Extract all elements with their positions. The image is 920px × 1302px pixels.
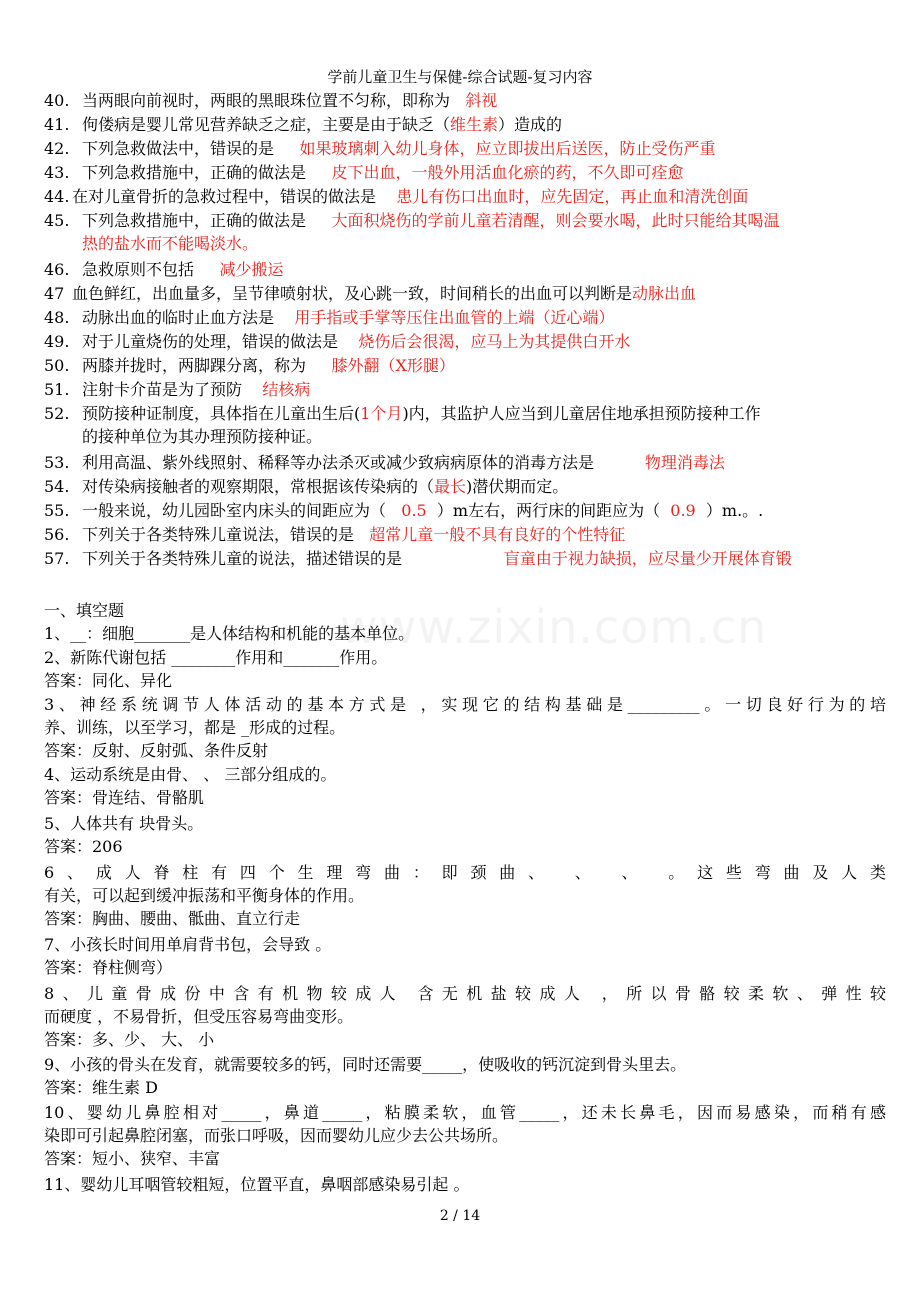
question-56 (44, 523, 886, 546)
question-number: 46. (44, 260, 70, 279)
section-title: 一、填空题 (44, 601, 125, 620)
question-text: 在对儿童骨折的急救过程中，错误的做法是 (72, 187, 377, 206)
fill-answer: 答案：206 (44, 837, 123, 856)
question-number: 57. (44, 549, 70, 568)
question-text: 下列急救措施中，正确的做法是 (82, 163, 307, 182)
answer-text: 维生素 (450, 115, 499, 134)
answer-text: 盲童由于视力缺损，应尽量少开展体育锻 (503, 549, 792, 568)
answer-text: 皮下出血，一般外用活血化瘀的药，不久即可痊愈 (331, 163, 684, 182)
question-46 (44, 258, 886, 281)
question-number: 41. (44, 115, 70, 134)
fill-question: 10、婴幼儿鼻腔相对_____，鼻道_____，粘膜柔软，血管_____，还未长鼻毛，因而易感染，而稍有感 (44, 1103, 886, 1122)
fill-item-11 (44, 1173, 886, 1196)
question-text-tail: ）造成的 (498, 115, 563, 134)
fill-item-7 (44, 933, 886, 979)
question-57 (44, 547, 886, 570)
question-44 (44, 185, 886, 208)
question-number: 40. (44, 91, 70, 110)
fill-question-continued: 养、训练，以至学习，都是 _形成的过程。 (44, 718, 346, 737)
question-text-tail: )内，其监护人应当到儿童居住地承担预防接种工作 (402, 404, 761, 423)
question-text-continued: 的接种单位为其办理预防接种证。 (82, 427, 323, 446)
answer-text: 患儿有伤口出血时，应先固定，再止血和清洗创面 (396, 187, 749, 206)
answer-text: 烧伤后会很渴，应马上为其提供白开水 (358, 332, 631, 351)
question-text: 当两眼向前视时，两眼的黑眼珠位置不匀称，即称为 (82, 91, 451, 110)
page-number: 2 / 14 (439, 1208, 481, 1224)
question-50 (44, 354, 886, 377)
answer-text: 斜视 (465, 91, 498, 110)
fill-item-1 (44, 622, 886, 645)
fill-item-3 (44, 693, 886, 762)
question-48 (44, 306, 886, 329)
answer-text: 超常儿童一般不具有良好的个性特征 (369, 525, 626, 544)
question-text: 预防接种证制度，具体指在儿童出生后( (82, 404, 361, 423)
fill-item-2 (44, 646, 886, 692)
question-54 (44, 475, 886, 498)
question-text: 注射卡介苗是为了预防 (82, 380, 243, 399)
question-text: 两膝并拢时，两脚踝分离，称为 (82, 356, 307, 375)
question-text-tail: )潜伏期而定。 (466, 477, 569, 496)
question-55 (44, 499, 886, 522)
question-text: 佝偻病是婴儿常见营养缺乏之症，主要是由于缺乏（ (82, 115, 451, 134)
fill-item-10 (44, 1101, 886, 1170)
question-number: 55. (44, 501, 70, 520)
answer-text-continued: 热的盐水而不能喝淡水。 (82, 234, 259, 253)
fill-question-continued: 染即可引起鼻腔闭塞，而张口呼吸，因而婴幼儿应少去公共场所。 (44, 1126, 509, 1145)
question-text: 对传染病接触者的观察期限，常根据该传染病的（ (82, 477, 435, 496)
question-text: 急救原则不包括 (82, 260, 195, 279)
answer-text: 最长 (434, 477, 467, 496)
question-number: 54. (44, 477, 70, 496)
fill-item-6 (44, 861, 886, 930)
fill-question: 3、神经系统调节人体活动的基本方式是 ，实现它的结构基础是_________。一切良好行为的培 (44, 695, 886, 714)
question-text-tail: ）m.。. (705, 501, 764, 520)
question-text-middle: ）m左右，两行床的间距应为（ (436, 501, 661, 520)
page-header: 学前儿童卫生与保健-综合试题-复习内容 (327, 68, 593, 86)
question-43 (44, 161, 886, 184)
answer-text: 膝外翻（X形腿） (331, 356, 455, 375)
answer-text: 用手指或手掌等压住出血管的上端（近心端） (294, 308, 615, 327)
answer-text: 减少搬运 (219, 260, 284, 279)
question-number: 42. (44, 139, 70, 158)
question-text: 下列关于各类特殊儿童的说法，描述错误的是 (82, 549, 403, 568)
fill-answer: 答案：胸曲、腰曲、骶曲、直立行走 (44, 909, 301, 928)
question-number: 44. (44, 187, 70, 206)
question-text: 动脉出血的临时止血方法是 (82, 308, 275, 327)
question-number: 56. (44, 525, 70, 544)
question-text: 对于儿童烧伤的处理，错误的做法是 (82, 332, 339, 351)
answer-text: 0.5 (401, 501, 427, 520)
fill-answer: 答案：同化、异化 (44, 671, 173, 690)
question-text: 利用高温、紫外线照射、稀释等办法杀灭或减少致病病原体的消毒方法是 (82, 453, 595, 472)
question-text: 一般来说，幼儿园卧室内床头的间距应为（ (82, 501, 387, 520)
question-41 (44, 113, 886, 136)
fill-question: 7、小孩长时间用单肩背书包，会导致 。 (44, 935, 332, 954)
fill-question: 4、运动系统是由骨、 、 三部分组成的。 (44, 765, 337, 784)
fill-answer: 答案：骨连结、骨骼肌 (44, 788, 205, 807)
fill-question: 8、儿童骨成份中含有机物较成人 含无机盐较成人 ，所以骨骼较柔软、弹性较 (44, 984, 886, 1003)
fill-item-4 (44, 763, 886, 809)
question-number: 47 (44, 284, 65, 303)
answer-text: 物理消毒法 (644, 453, 725, 472)
question-53 (44, 451, 886, 474)
fill-answer: 答案：维生素 D (44, 1078, 158, 1097)
answer-text: 动脉出血 (632, 284, 697, 303)
fill-answer: 答案：短小、狭窄、丰富 (44, 1149, 221, 1168)
question-text: 血色鲜红，出血量多，呈节律喷射状，及心跳一致，时间稍长的出血可以判断是 (72, 284, 633, 303)
question-42 (44, 137, 886, 160)
answer-text-2: 0.9 (670, 501, 696, 520)
question-52 (44, 402, 886, 448)
question-number: 50. (44, 356, 70, 375)
fill-item-9 (44, 1053, 886, 1099)
fill-question-continued: 有关，可以起到缓冲振荡和平衡身体的作用。 (44, 886, 365, 905)
question-49 (44, 330, 886, 353)
fill-question: 1、__：细胞_______是人体结构和机能的基本单位。 (44, 624, 415, 643)
question-number: 51. (44, 380, 70, 399)
fill-item-5 (44, 812, 886, 858)
question-number: 45. (44, 211, 70, 230)
answer-text: 1个月 (360, 404, 403, 423)
question-number: 53. (44, 453, 70, 472)
fill-item-8 (44, 982, 886, 1051)
question-number: 52. (44, 404, 70, 423)
fill-answer: 答案：反射、反射弧、条件反射 (44, 741, 269, 760)
answer-text: 结核病 (262, 380, 311, 399)
question-number: 49. (44, 332, 70, 351)
question-47 (44, 282, 886, 305)
question-text: 下列急救措施中，正确的做法是 (82, 211, 307, 230)
fill-question: 5、人体共有 块骨头。 (44, 814, 204, 833)
fill-question: 9、小孩的骨头在发育，就需要较多的钙，同时还需要_____，使吸收的钙沉淀到骨头里去。 (44, 1055, 687, 1074)
fill-question: 11、婴幼儿耳咽管较粗短，位置平直，鼻咽部感染易引起 。 (44, 1175, 470, 1194)
question-number: 43. (44, 163, 70, 182)
fill-question-continued: 而硬度 ，不易骨折，但受压容易弯曲变形。 (44, 1007, 354, 1026)
question-51 (44, 378, 886, 401)
question-text: 下列急救做法中，错误的是 (82, 139, 275, 158)
fill-answer: 答案：多、少、 大、 小 (44, 1030, 215, 1049)
fill-answer: 答案：脊柱侧弯） (44, 958, 173, 977)
question-text: 下列关于各类特殊儿童说法，错误的是 (82, 525, 355, 544)
answer-text: 如果玻璃刺入幼儿身体，应立即拔出后送医，防止受伤严重 (299, 139, 716, 158)
fill-question: 2、新陈代谢包括 ________作用和_______作用。 (44, 648, 388, 667)
question-number: 48. (44, 308, 70, 327)
question-45 (44, 209, 886, 255)
fill-question: 6、成人脊柱有四个生理弯曲：即颈曲、 、 、 。这些弯曲及人类 (44, 863, 886, 882)
answer-text: 大面积烧伤的学前儿童若清醒，则会要水喝，此时只能给其喝温 (331, 211, 780, 230)
question-40 (44, 89, 886, 112)
